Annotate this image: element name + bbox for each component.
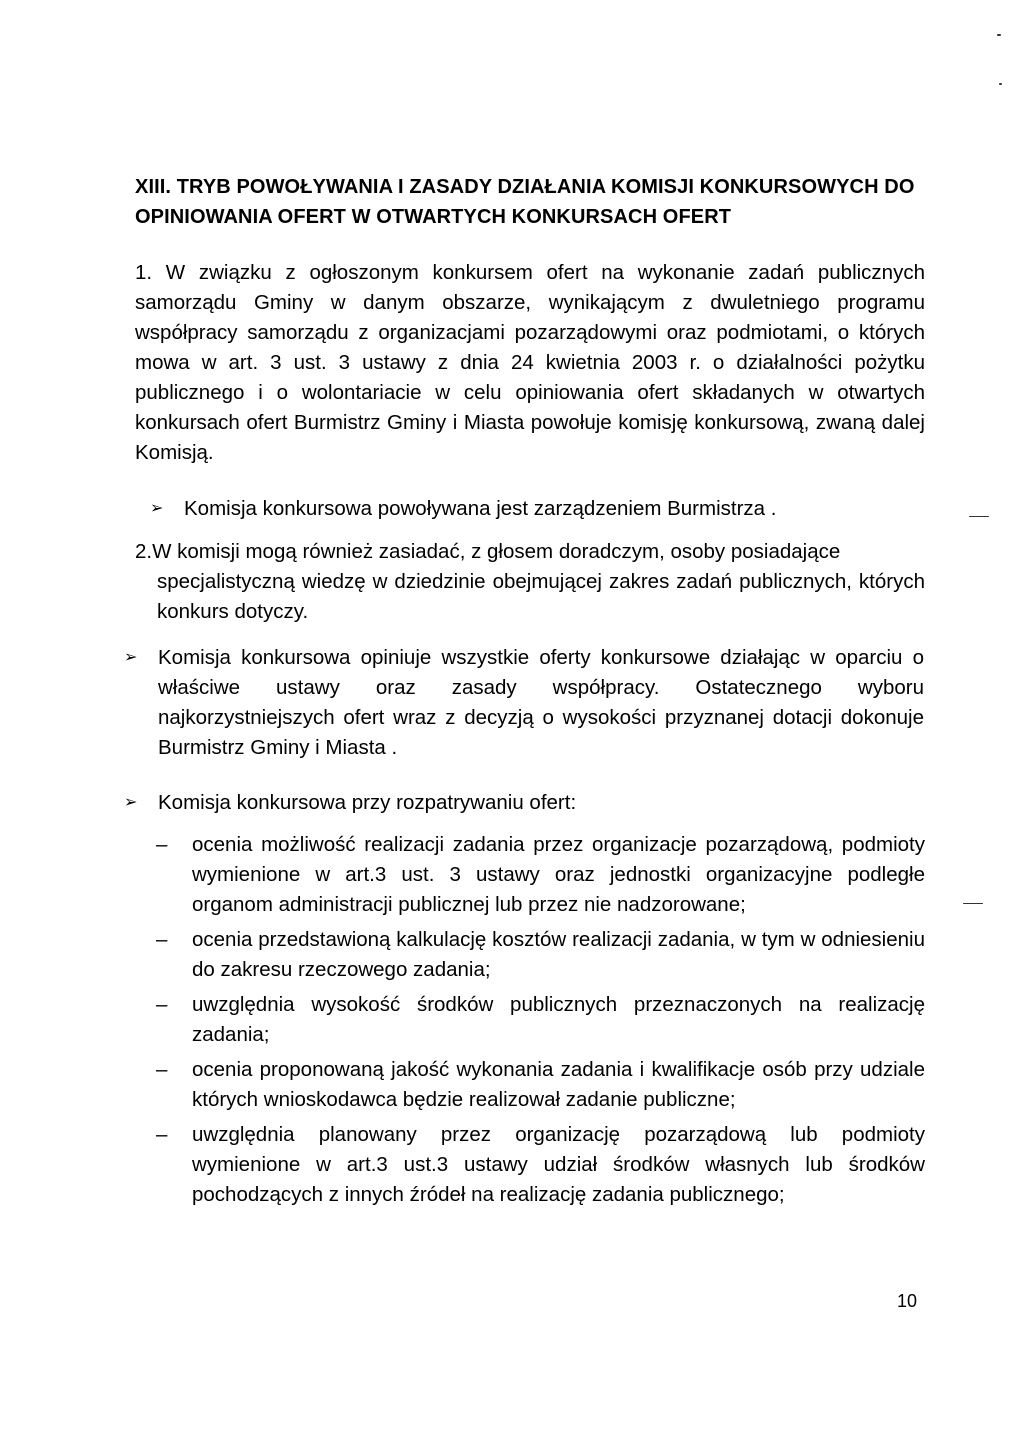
list-item-text: ocenia możliwość realizacji zadania przez organizacje pozarządową, podmioty wymienione w art.3 ust. 3 ustawy oraz jednostki organizacyjne podległe organom administracji publicznej lub przez nie nadzorowane; <box>192 833 925 916</box>
scan-speck <box>999 83 1002 85</box>
list-item <box>150 925 925 985</box>
list-item <box>150 830 925 920</box>
paragraph-2 <box>135 537 925 627</box>
dash-bullet-icon: – <box>156 928 168 951</box>
bullet-item-1 <box>150 494 870 524</box>
arrow-bullet-icon: ➢ <box>124 794 138 811</box>
bullet-item-3-text: Komisja konkursowa przy rozpatrywaniu ofert: <box>158 791 577 814</box>
section-heading-line-2: OPINIOWANIA OFERT W OTWARTYCH KONKURSACH OFERT <box>135 206 732 228</box>
paragraph-2-continuation: specjalistyczną wiedzę w dziedzinie obejmującej zakres zadań publicznych, których konkurs dotyczy. <box>157 570 925 623</box>
list-item <box>150 990 925 1050</box>
scan-speck <box>969 516 989 517</box>
list-item-text: uwzględnia wysokość środków publicznych przeznaczonych na realizację zadania; <box>192 993 925 1046</box>
section-heading-line-1: XIII. TRYB POWOŁYWANIA I ZASADY DZIAŁANIA KOMISJI KONKURSOWYCH DO <box>135 176 915 198</box>
page-number: 10 <box>897 1291 918 1311</box>
list-item <box>150 1120 925 1210</box>
dash-bullet-icon: – <box>156 833 168 856</box>
arrow-bullet-icon: ➢ <box>124 649 138 666</box>
list-item-text: ocenia przedstawioną kalkulację kosztów realizacji zadania, w tym w odniesieniu do zakresu rzeczowego zadania; <box>192 928 925 981</box>
scan-speck <box>963 903 983 904</box>
paragraph-2-first-line: 2.W komisji mogą również zasiadać, z głosem doradczym, osoby posiadające <box>135 540 841 563</box>
scan-speck <box>997 34 1001 36</box>
bullet-item-2-text: Komisja konkursowa opiniuje wszystkie oferty konkursowe działając w oparciu o właściwe ustawy oraz zasady współpracy. Ostatecznego wyboru najkorzystniejszych ofert wraz z decyzją o wysokości przyznanej dotacji dokonuje Burmistrz Gminy i Miasta . <box>158 646 924 759</box>
dash-bullet-icon: – <box>156 993 168 1016</box>
criteria-list <box>150 830 925 1215</box>
dash-bullet-icon: – <box>156 1058 168 1081</box>
list-item-text: ocenia proponowaną jakość wykonania zadania i kwalifikacje osób przy udziale których wnioskodawca będzie realizował zadanie publiczne; <box>192 1058 925 1111</box>
bullet-item-1-text: Komisja konkursowa powoływana jest zarządzeniem Burmistrza . <box>184 497 777 520</box>
list-item <box>150 1055 925 1115</box>
bullet-item-2 <box>124 643 924 763</box>
dash-bullet-icon: – <box>156 1123 168 1146</box>
list-item-text: uwzględnia planowany przez organizację pozarządową lub podmioty wymienione w art.3 ust.3 ustawy udział środków własnych lub środków pochodzących z innych źródeł na realizację zadania publicznego; <box>192 1123 925 1206</box>
bullet-item-3 <box>124 788 924 818</box>
arrow-bullet-icon: ➢ <box>150 500 164 517</box>
section-heading <box>135 172 935 232</box>
paragraph-1: 1. W związku z ogłoszonym konkursem ofert na wykonanie zadań publicznych samorządu Gminy w danym obszarze, wynikającym z dwuletniego programu współpracy samorządu z organizacjami pozarządowymi oraz podmiotami, o których mowa w art. 3 ust. 3 ustawy z dnia 24 kwietnia 2003 r. o działalności pożytku publicznego i o wolontariacie w celu opiniowania ofert składanych w otwartych konkursach ofert Burmistrz Gminy i Miasta powołuje komisję konkursową, zwaną dalej Komisją. <box>135 261 925 464</box>
